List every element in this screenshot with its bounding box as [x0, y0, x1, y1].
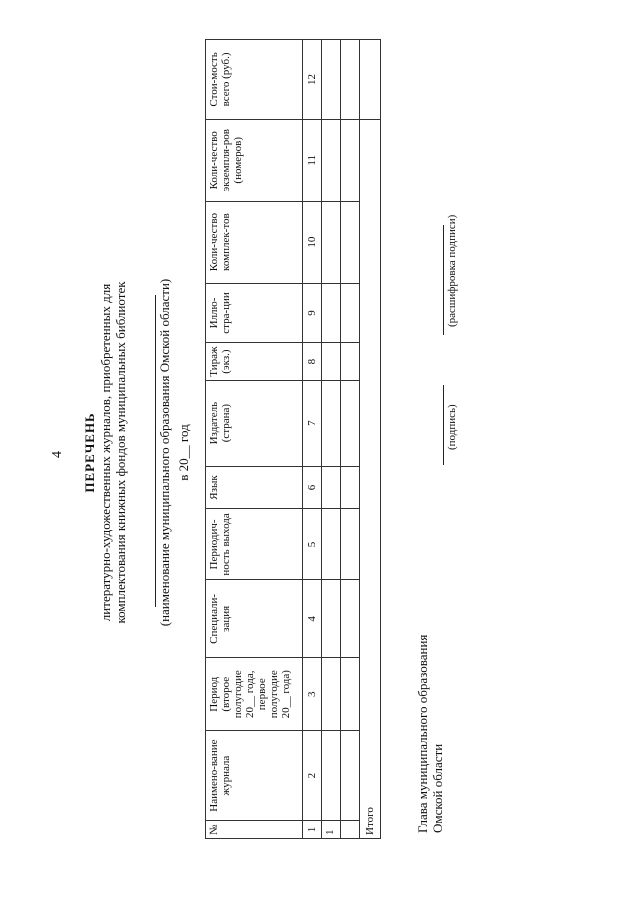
table-cell [322, 283, 341, 343]
table-cell [322, 466, 341, 509]
header-cell-illustrations: Иллю-стра-ции [206, 283, 303, 343]
table-cell [341, 283, 360, 343]
table-cell [341, 40, 360, 120]
column-number-cell: 4 [303, 580, 322, 658]
header-cell-total-cost: Стои-мость всего (руб.) [206, 40, 303, 120]
signature-decoding-caption: (расшифровка подписи) [446, 214, 458, 327]
header-cell-journal-name: Наимено-вание журнала [206, 731, 303, 821]
table-row [341, 40, 360, 839]
table-column-number-row [303, 40, 322, 839]
column-number-cell: 8 [303, 343, 322, 380]
signatory-position-line2: Омской области [430, 743, 445, 833]
table-cell [322, 731, 341, 821]
column-number-cell: 6 [303, 466, 322, 509]
header-cell-publisher: Издатель (страна) [206, 380, 303, 466]
table-cell [322, 343, 341, 380]
table-cell [341, 380, 360, 466]
document-subtitle-line1: литературно-художественных журналов, приобретенных для [98, 283, 113, 622]
header-cell-periodicity: Периодич-ность выхода [206, 509, 303, 580]
table-cell [322, 658, 341, 731]
table-cell [322, 201, 341, 283]
table-row [322, 40, 341, 839]
journals-table [205, 39, 381, 839]
table-cell [341, 201, 360, 283]
table-cell [322, 580, 341, 658]
table-cell [341, 731, 360, 821]
header-cell-number: № [206, 821, 303, 839]
signature-decoding-line [443, 225, 444, 335]
document-subtitle-line2: комплектования книжных фондов муниципальных библиотек [113, 281, 128, 624]
column-number-cell: 7 [303, 380, 322, 466]
table-cell [341, 658, 360, 731]
municipality-caption: (наименование муниципального образования Омской области) [157, 278, 172, 627]
table-cell [341, 343, 360, 380]
document-title: ПЕРЕЧЕНЬ [82, 412, 97, 493]
table-cell [341, 580, 360, 658]
header-cell-specialization: Специали-зация [206, 580, 303, 658]
column-number-cell: 10 [303, 201, 322, 283]
signatory-position-line1: Глава муниципального образования [415, 634, 430, 833]
column-number-cell: 1 [303, 821, 322, 839]
table-cell [322, 380, 341, 466]
table-total-row [360, 40, 381, 839]
table-cell [341, 466, 360, 509]
table-cell [341, 821, 360, 839]
total-value-cell [360, 40, 381, 120]
header-cell-sets-count: Коли-чество комплек-тов [206, 201, 303, 283]
column-number-cell: 11 [303, 119, 322, 201]
column-number-cell: 3 [303, 658, 322, 731]
signature-line [443, 385, 444, 465]
table-cell: 1 [322, 821, 341, 839]
signatory-position [415, 635, 445, 833]
column-number-cell: 2 [303, 731, 322, 821]
page-number: 4 [50, 451, 65, 458]
year-line: в 20__ год [176, 424, 191, 481]
municipality-name-line [155, 295, 156, 607]
table-cell [322, 40, 341, 120]
table-cell [322, 509, 341, 580]
column-number-cell: 12 [303, 40, 322, 120]
header-cell-copies-count: Коли-чество экземпля-ров (номеров) [206, 119, 303, 201]
column-number-cell: 5 [303, 509, 322, 580]
table-cell [341, 509, 360, 580]
column-number-cell: 9 [303, 283, 322, 343]
header-cell-period: Период (второе полугодие 20__ года, первое полугодие 20__ года) [206, 658, 303, 731]
signature-caption: (подпись) [446, 404, 458, 450]
header-cell-circulation: Тираж (экз.) [206, 343, 303, 380]
total-label: Итого [360, 119, 381, 838]
table-cell [322, 119, 341, 201]
header-cell-language: Язык [206, 466, 303, 509]
table-cell [341, 119, 360, 201]
table-header-row [206, 40, 303, 839]
